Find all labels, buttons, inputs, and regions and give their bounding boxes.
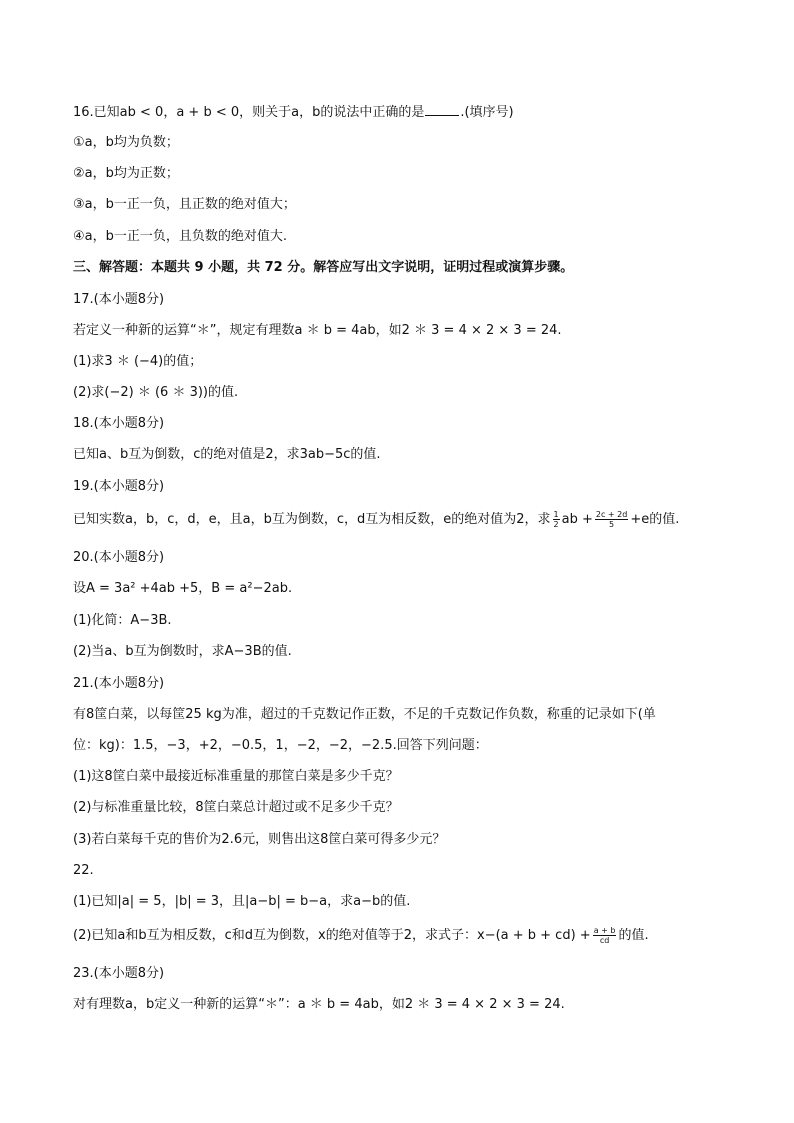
q19-stem <box>73 508 754 532</box>
q22-part-2-suffix: 的值. <box>618 928 649 943</box>
fraction-numerator: a + b <box>593 926 616 935</box>
q17-part-1: (1)求3 ＊ (−4)的值； <box>73 354 203 369</box>
q19-fraction-cd <box>595 510 628 529</box>
q21-part-3: (3)若白菜每千克的售价为2.6元，则售出这8筐白菜可得多少元？ <box>73 832 446 847</box>
q21-stem-line-2: 位：kg)：1.5，−3，+2，−0.5，1，−2，−2，−2.5.回答下列问题： <box>73 738 488 753</box>
q22-part-2 <box>73 924 754 948</box>
q21-part-1: (1)这8筐白菜中最接近标准重量的那筐白菜是多少千克？ <box>73 769 399 784</box>
q22-part-1: (1)已知|a| = 5，|b| = 3，且|a−b| = b−a，求a−b的值. <box>73 894 411 909</box>
q20-part-1: (1)化简：A−3B. <box>73 613 172 628</box>
q19-heading: 19.(本小题8分) <box>73 479 165 494</box>
q20-heading: 20.(本小题8分) <box>73 550 165 565</box>
q22-heading: 22. <box>73 863 94 878</box>
q22-part-2-text: (2)已知a和b互为相反数，c和d互为倒数，x的绝对值等于2，求式子：x−(a + b + cd) + <box>73 928 591 943</box>
q16-option-4: ④a，b一正一负，且负数的绝对值大. <box>73 229 288 244</box>
q20-stem: 设A = 3a² +4ab +5，B = a²−2ab. <box>73 581 293 596</box>
q16-option-3: ③a，b一正一负，且正数的绝对值大； <box>73 197 296 212</box>
q19-fraction-half <box>553 510 560 529</box>
answer-blank[interactable] <box>425 103 459 116</box>
q21-part-2: (2)与标准重量比较，8筐白菜总计超过或不足多少千克？ <box>73 800 399 815</box>
q23-stem: 对有理数a，b定义一种新的运算“＊”：a ＊ b = 4ab，如2 ＊ 3 = 4 × 2 × 3 = 24. <box>73 997 565 1012</box>
fraction-denominator: cd <box>599 936 610 945</box>
q19-stem-text: 已知实数a，b，c，d，e，且a，b互为倒数，c，d互为相反数，e的绝对值为2，求 <box>73 512 551 527</box>
fraction-numerator: 1 <box>553 510 559 519</box>
q17-heading: 17.(本小题8分) <box>73 292 165 307</box>
q16-stem <box>73 103 754 122</box>
section-3-heading: 三、解答题：本题共 9 小题，共 72 分。解答应写出文字说明，证明过程或演算步骤。 <box>73 260 574 275</box>
q20-part-2: (2)当a、b互为倒数时，求A−3B的值. <box>73 644 292 659</box>
fraction-denominator: 2 <box>553 520 559 529</box>
q16-stem-suffix: .(填序号) <box>460 105 514 120</box>
q21-heading: 21.(本小题8分) <box>73 676 165 691</box>
fraction-denominator: 5 <box>609 520 615 529</box>
q22-fraction <box>593 926 617 945</box>
q16-stem-text: 16.已知ab < 0，a + b < 0，则关于a，b的说法中正确的是 <box>73 105 425 120</box>
q18-stem: 已知a、b互为倒数，c的绝对值是2，求3ab−5c的值. <box>73 447 381 462</box>
fraction-numerator: 2c + 2d <box>595 510 628 519</box>
q17-stem: 若定义一种新的运算“＊”，规定有理数a ＊ b = 4ab，如2 ＊ 3 = 4 × 2 × 3 = 24. <box>73 323 562 338</box>
q17-part-2: (2)求(−2) ＊ (6 ＊ 3))的值. <box>73 385 239 400</box>
q23-heading: 23.(本小题8分) <box>73 966 165 981</box>
q16-option-2: ②a，b均为正数； <box>73 166 179 181</box>
q16-option-1: ①a，b均为负数； <box>73 135 179 150</box>
q18-heading: 18.(本小题8分) <box>73 416 165 431</box>
q19-stem-middle: ab + <box>561 512 593 527</box>
q21-stem-line-1: 有8筐白菜，以每筐25 kg为准，超过的千克数记作正数，不足的千克数记作负数，称重的记录如下(单 <box>73 707 656 722</box>
q19-stem-suffix: +e的值. <box>630 512 680 527</box>
